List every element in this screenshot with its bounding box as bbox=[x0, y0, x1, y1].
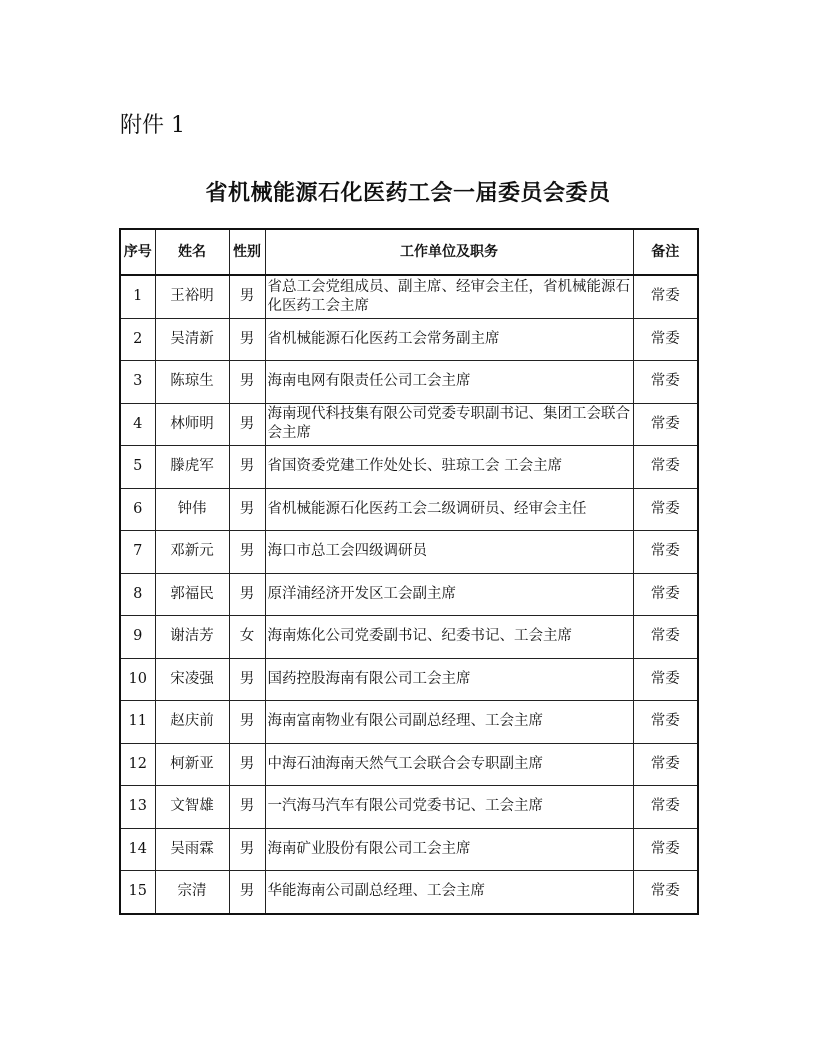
cell-gender: 男 bbox=[229, 828, 265, 871]
cell-no: 12 bbox=[120, 743, 155, 786]
table-row bbox=[120, 403, 698, 446]
cell-gender: 男 bbox=[229, 658, 265, 701]
cell-job: 省机械能源石化医药工会常务副主席 bbox=[265, 318, 633, 361]
cell-job: 原洋浦经济开发区工会副主席 bbox=[265, 573, 633, 616]
cell-gender: 男 bbox=[229, 531, 265, 574]
cell-name: 吴清新 bbox=[155, 318, 229, 361]
cell-name: 赵庆前 bbox=[155, 701, 229, 744]
cell-note: 常委 bbox=[633, 871, 698, 914]
cell-job: 一汽海马汽车有限公司党委书记、工会主席 bbox=[265, 786, 633, 829]
cell-no: 6 bbox=[120, 488, 155, 531]
cell-note: 常委 bbox=[633, 403, 698, 446]
cell-job: 省国资委党建工作处处长、驻琼工会 工会主席 bbox=[265, 446, 633, 489]
cell-job: 海口市总工会四级调研员 bbox=[265, 531, 633, 574]
cell-name: 宗清 bbox=[155, 871, 229, 914]
cell-no: 10 bbox=[120, 658, 155, 701]
table-row bbox=[120, 573, 698, 616]
cell-job: 中海石油海南天然气工会联合会专职副主席 bbox=[265, 743, 633, 786]
cell-no: 4 bbox=[120, 403, 155, 446]
cell-gender: 男 bbox=[229, 701, 265, 744]
cell-job: 省总工会党组成员、副主席、经审会主任，省机械能源石化医药工会主席 bbox=[265, 275, 633, 318]
cell-name: 郭福民 bbox=[155, 573, 229, 616]
cell-no: 7 bbox=[120, 531, 155, 574]
cell-job: 海南现代科技集有限公司党委专职副书记、集团工会联合会主席 bbox=[265, 403, 633, 446]
cell-gender: 男 bbox=[229, 743, 265, 786]
cell-name: 滕虎军 bbox=[155, 446, 229, 489]
cell-name: 柯新亚 bbox=[155, 743, 229, 786]
header-note: 备注 bbox=[633, 229, 698, 275]
cell-note: 常委 bbox=[633, 275, 698, 318]
cell-no: 15 bbox=[120, 871, 155, 914]
cell-name: 陈琼生 bbox=[155, 361, 229, 404]
cell-note: 常委 bbox=[633, 701, 698, 744]
cell-name: 谢洁芳 bbox=[155, 616, 229, 659]
cell-note: 常委 bbox=[633, 616, 698, 659]
document-title: 省机械能源石化医药工会一届委员会委员 bbox=[205, 181, 611, 206]
cell-name: 宋凌强 bbox=[155, 658, 229, 701]
cell-job: 海南富南物业有限公司副总经理、工会主席 bbox=[265, 701, 633, 744]
cell-gender: 男 bbox=[229, 488, 265, 531]
cell-gender: 男 bbox=[229, 573, 265, 616]
cell-no: 5 bbox=[120, 446, 155, 489]
cell-note: 常委 bbox=[633, 488, 698, 531]
header-name: 姓名 bbox=[155, 229, 229, 275]
cell-name: 邓新元 bbox=[155, 531, 229, 574]
cell-gender: 男 bbox=[229, 275, 265, 318]
cell-gender: 女 bbox=[229, 616, 265, 659]
cell-note: 常委 bbox=[633, 658, 698, 701]
cell-no: 13 bbox=[120, 786, 155, 829]
cell-no: 14 bbox=[120, 828, 155, 871]
header-job: 工作单位及职务 bbox=[265, 229, 633, 275]
cell-name: 文智雄 bbox=[155, 786, 229, 829]
cell-no: 9 bbox=[120, 616, 155, 659]
cell-note: 常委 bbox=[633, 828, 698, 871]
cell-job: 海南电网有限责任公司工会主席 bbox=[265, 361, 633, 404]
cell-gender: 男 bbox=[229, 446, 265, 489]
cell-note: 常委 bbox=[633, 573, 698, 616]
table-row bbox=[120, 743, 698, 786]
cell-name: 林师明 bbox=[155, 403, 229, 446]
cell-no: 8 bbox=[120, 573, 155, 616]
cell-name: 钟伟 bbox=[155, 488, 229, 531]
header-no: 序号 bbox=[120, 229, 155, 275]
cell-note: 常委 bbox=[633, 361, 698, 404]
attachment-label: 附件 1 bbox=[120, 113, 185, 138]
table-row bbox=[120, 361, 698, 404]
cell-no: 11 bbox=[120, 701, 155, 744]
table-row bbox=[120, 275, 698, 318]
cell-note: 常委 bbox=[633, 531, 698, 574]
table-row bbox=[120, 488, 698, 531]
cell-note: 常委 bbox=[633, 318, 698, 361]
header-gender: 性别 bbox=[229, 229, 265, 275]
table-row bbox=[120, 871, 698, 914]
cell-gender: 男 bbox=[229, 403, 265, 446]
cell-job: 海南矿业股份有限公司工会主席 bbox=[265, 828, 633, 871]
cell-job: 省机械能源石化医药工会二级调研员、经审会主任 bbox=[265, 488, 633, 531]
cell-job: 国药控股海南有限公司工会主席 bbox=[265, 658, 633, 701]
cell-gender: 男 bbox=[229, 361, 265, 404]
cell-gender: 男 bbox=[229, 871, 265, 914]
committee-member-table bbox=[119, 228, 699, 915]
cell-no: 3 bbox=[120, 361, 155, 404]
cell-note: 常委 bbox=[633, 743, 698, 786]
cell-gender: 男 bbox=[229, 318, 265, 361]
cell-job: 华能海南公司副总经理、工会主席 bbox=[265, 871, 633, 914]
cell-note: 常委 bbox=[633, 786, 698, 829]
table-row bbox=[120, 616, 698, 659]
cell-name: 吴雨霖 bbox=[155, 828, 229, 871]
cell-job: 海南炼化公司党委副书记、纪委书记、工会主席 bbox=[265, 616, 633, 659]
table-row bbox=[120, 318, 698, 361]
table-header-row bbox=[120, 229, 698, 275]
cell-name: 王裕明 bbox=[155, 275, 229, 318]
table-row bbox=[120, 446, 698, 489]
table-row bbox=[120, 786, 698, 829]
table-row bbox=[120, 531, 698, 574]
cell-gender: 男 bbox=[229, 786, 265, 829]
cell-note: 常委 bbox=[633, 446, 698, 489]
cell-no: 1 bbox=[120, 275, 155, 318]
table-row bbox=[120, 828, 698, 871]
cell-no: 2 bbox=[120, 318, 155, 361]
table-row bbox=[120, 658, 698, 701]
table-row bbox=[120, 701, 698, 744]
